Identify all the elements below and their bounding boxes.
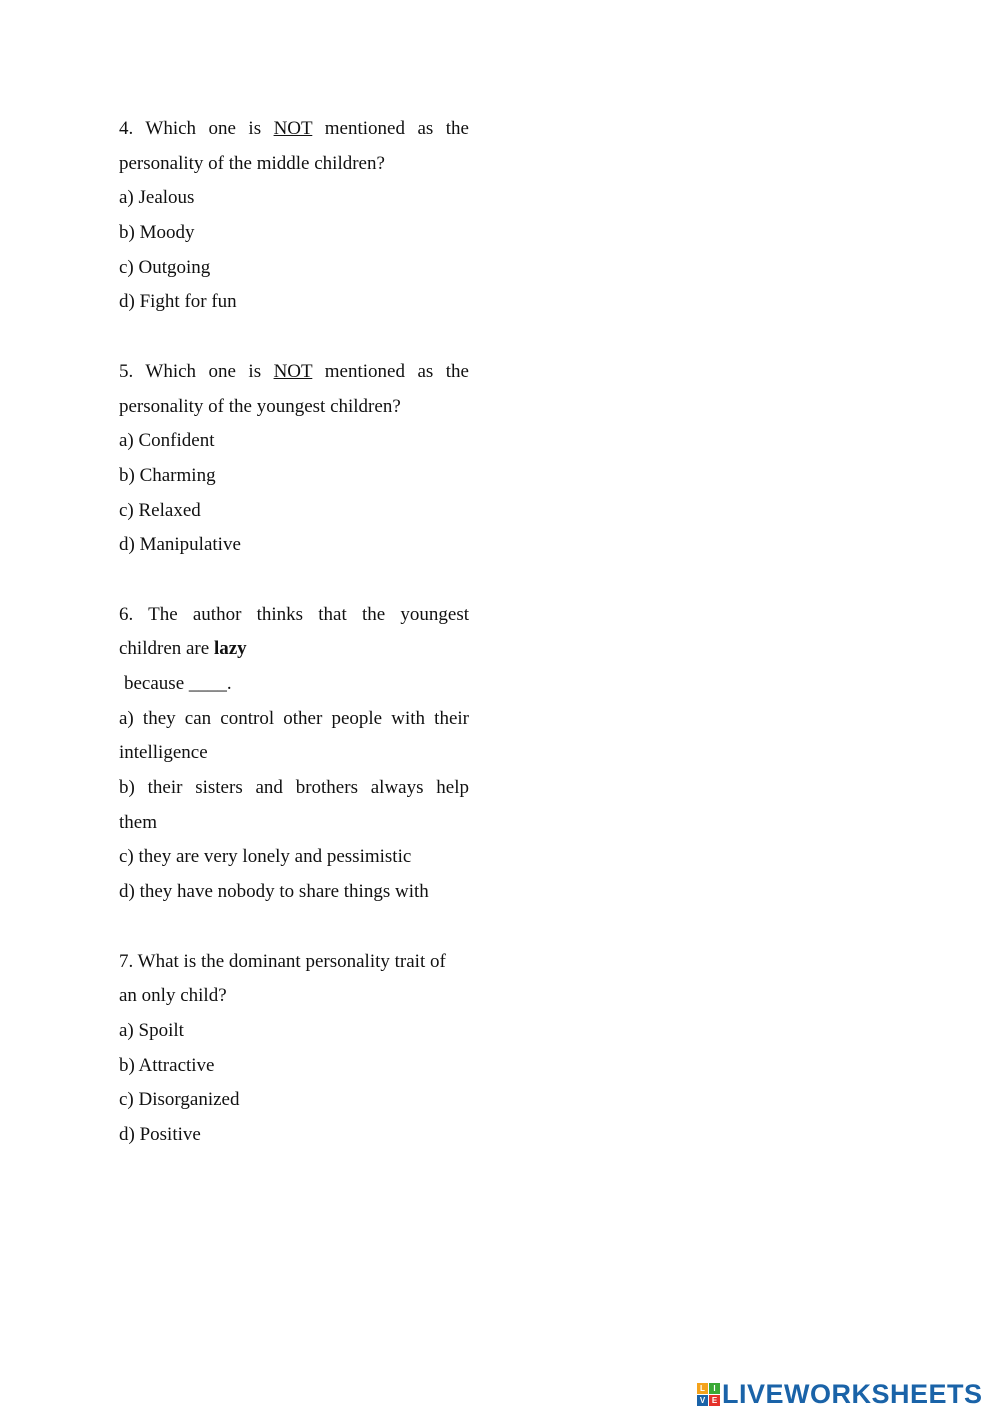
option-d: d) Positive — [119, 1123, 201, 1145]
logo-block-e: E — [709, 1395, 720, 1406]
logo-text: LIVEWORKSHEETS — [722, 1378, 983, 1409]
option-b: b) Charming — [119, 464, 216, 486]
logo-block-v: V — [697, 1395, 708, 1406]
question-7 — [119, 945, 469, 1153]
not-emphasis: NOT — [273, 360, 313, 382]
option-b-line-2: them — [119, 811, 157, 833]
logo-block-l: L — [697, 1383, 708, 1394]
question-4-stem-line-2: personality of the middle children? — [119, 152, 385, 174]
option-a: a) Spoilt — [119, 1019, 184, 1041]
question-5-stem-line-1: 5. Which one is NOT mentioned as the — [119, 360, 469, 382]
option-a-line-2: intelligence — [119, 742, 208, 764]
question-4-stem-line-1: 4. Which one is NOT mentioned as the — [119, 118, 469, 139]
question-6-stem-line-1: 6. The author thinks that the youngest — [119, 603, 469, 625]
question-5 — [119, 355, 469, 563]
option-c: c) Disorganized — [119, 1089, 240, 1111]
option-a: a) Confident — [119, 430, 215, 452]
not-emphasis: NOT — [273, 118, 313, 139]
option-b: b) Moody — [119, 222, 195, 244]
question-7-stem-line-2: an only child? — [119, 985, 227, 1007]
worksheet-questions — [119, 112, 469, 1153]
logo-block-i: I — [709, 1383, 720, 1394]
option-d: d) Fight for fun — [119, 291, 237, 313]
logo-blocks-icon — [697, 1383, 720, 1406]
option-d: d) Manipulative — [119, 534, 241, 556]
question-6-stem-line-2: children are lazy — [119, 638, 247, 660]
option-c: c) they are very lonely and pessimistic — [119, 846, 412, 868]
option-d: d) they have nobody to share things with — [119, 881, 429, 903]
question-6-stem-line-3: because ____. — [124, 673, 232, 694]
option-a: a) Jealous — [119, 187, 195, 209]
question-4 — [119, 112, 469, 320]
question-6 — [119, 598, 469, 910]
question-5-stem-line-2: personality of the youngest children? — [119, 395, 401, 417]
option-b: b) Attractive — [119, 1054, 215, 1076]
question-7-stem-line-1: 7. What is the dominant personality trait of — [119, 950, 446, 972]
liveworksheets-logo[interactable] — [697, 1378, 983, 1410]
option-c: c) Relaxed — [119, 499, 201, 521]
lazy-bold: lazy — [213, 638, 247, 660]
option-a-line-1: a) they can control other people with their — [119, 707, 469, 729]
option-b-line-1: b) their sisters and brothers always help — [119, 777, 469, 799]
option-c: c) Outgoing — [119, 256, 211, 278]
